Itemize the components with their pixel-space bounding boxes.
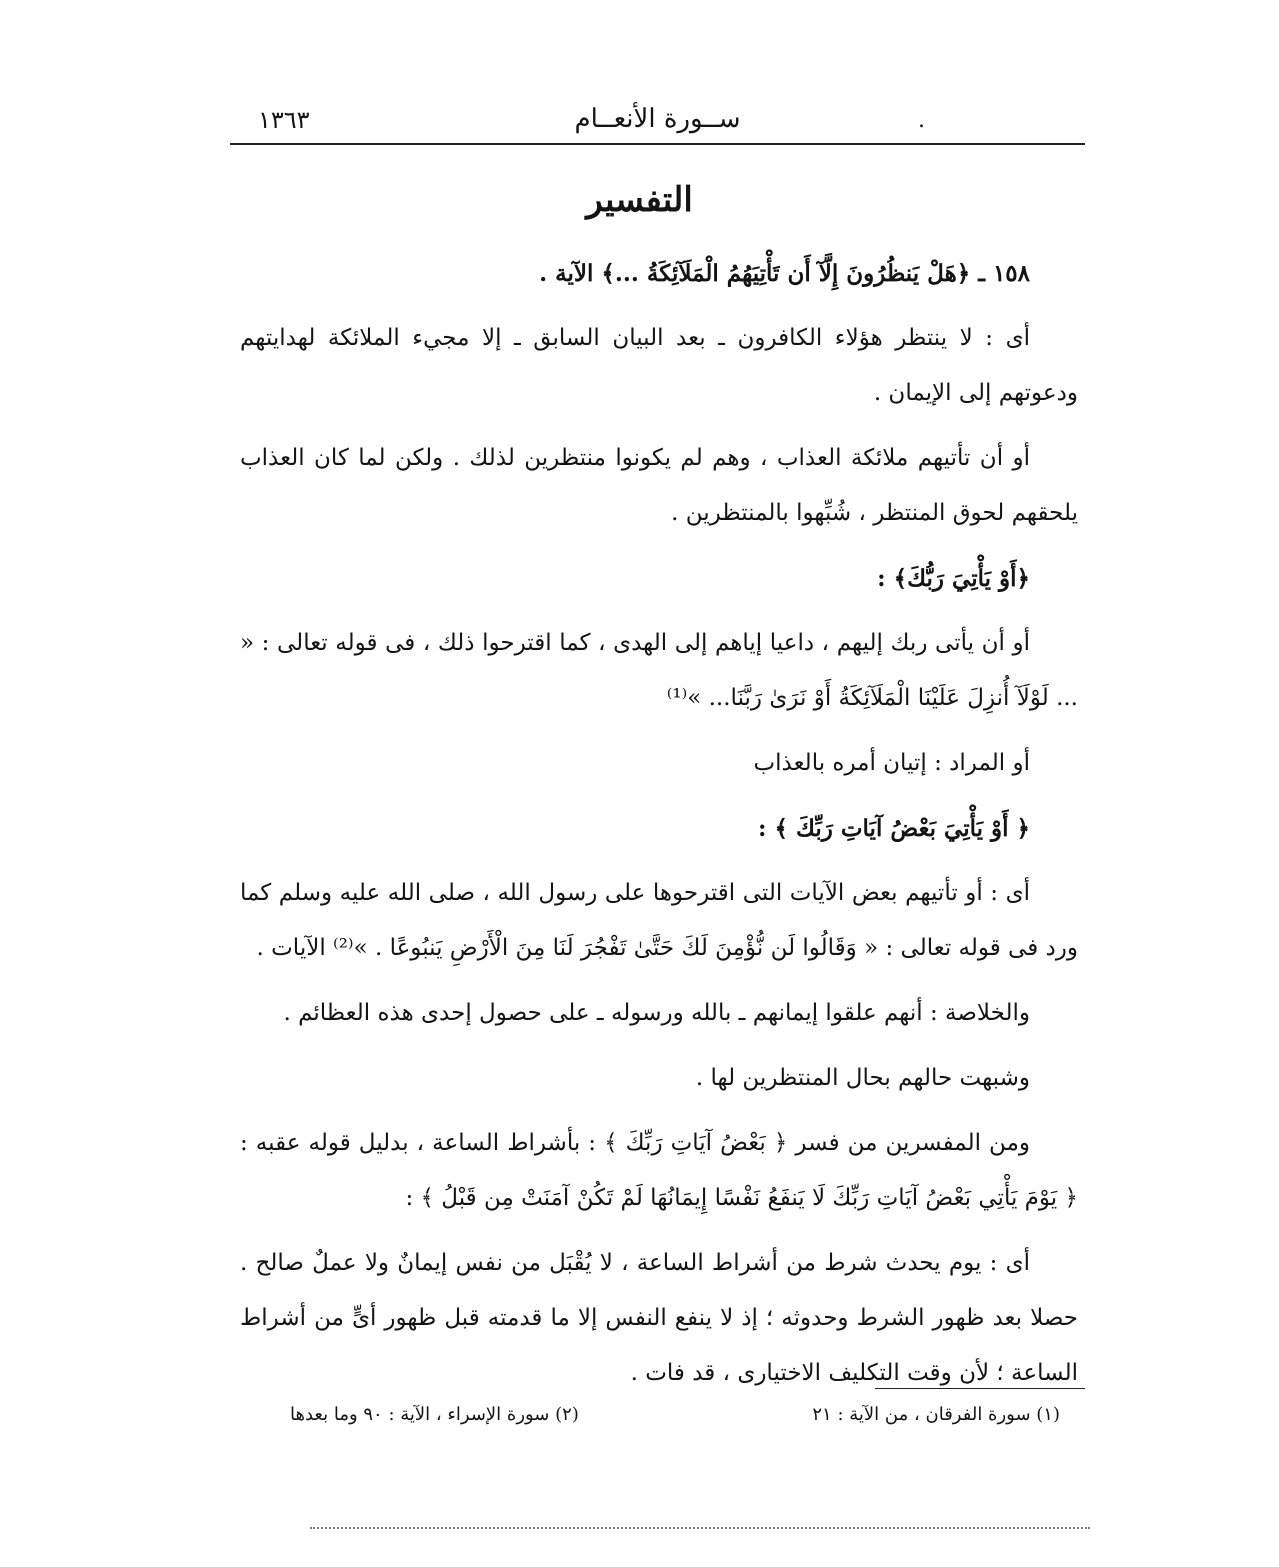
- paragraph: أو المراد : إتيان أمره بالعذاب: [753, 750, 1030, 776]
- paragraph: ومن المفسرين من فسر ﴿ بَعْضُ آيَاتِ رَبِّكَ ﴾ : بأشراط الساعة ، بدليل قوله عقبه : ﴿ يَوْمَ يَأْتِي بَعْضُ آيَاتِ رَبِّكَ لَا يَنفَعُ نَفْسًا إِيمَانُهَا لَمْ تَكُنْ آمَنَتْ مِن قَبْلُ ﴾ :: [240, 1130, 1078, 1211]
- verse-heading-158: ١٥٨ ـ ﴿هَلْ يَنظُرُونَ إِلَّآ أَن تَأْتِيَهُمُ الْمَلَآئِكَةُ ...﴾ الآية .: [539, 260, 1030, 287]
- header-dot: .: [918, 108, 925, 133]
- paragraph: أى : أو تأتيهم بعض الآيات التى اقترحوها على رسول الله ، صلى الله عليه وسلم كما ورد فى قوله تعالى : « وَقَالُوا لَن نُّؤْمِنَ لَكَ حَتَّىٰ تَفْجُرَ لَنَا مِنَ الْأَرْضِ يَنبُوعًا . »⁽²⁾ الآيات .: [240, 880, 1078, 961]
- footnotes: [290, 1404, 1060, 1434]
- paragraph: أو أن تأتيهم ملائكة العذاب ، وهم لم يكونوا منتظرين لذلك . ولكن لما كان العذاب يلحقهم لحوق المنتظر ، شُبِّهوا بالمنتظرين .: [240, 445, 1078, 526]
- header-rule: [230, 143, 1085, 145]
- page-number: ١٣٦٣: [258, 106, 310, 134]
- paragraph: أو أن يأتى ربك إليهم ، داعيا إياهم إلى الهدى ، كما اقترحوا ذلك ، فى قوله تعالى : « ... لَوْلَآ أُنزِلَ عَلَيْنَا الْمَلَآئِكَةُ أَوْ نَرَىٰ رَبَّنَا... »⁽¹⁾: [240, 630, 1078, 711]
- section-title: التفسير: [586, 180, 693, 220]
- paragraph: والخلاصة : أنهم علقوا إيمانهم ـ بالله ورسوله ـ على حصول إحدى هذه العظائم .: [283, 1000, 1030, 1026]
- footnote-1: (١) سورة الفرقان ، من الآية : ٢١: [812, 1404, 1060, 1425]
- paragraph: أى : لا ينتظر هؤلاء الكافرون ـ بعد البيان السابق ـ إلا مجيء الملائكة لهدايتهم ودعوتهم إلى الإيمان .: [240, 325, 1078, 406]
- paragraph: وشبهت حالهم بحال المنتظرين لها .: [695, 1065, 1030, 1091]
- running-header: [230, 100, 1085, 144]
- paragraph: أى : يوم يحدث شرط من أشراط الساعة ، لا يُقْبَل من نفس إيمانٌ ولا عملٌ صالح . حصلا بعد ظهور الشرط وحدوثه ؛ إذ لا ينفع النفس إلا ما قدمته قبل ظهور أىٍّ من أشراط الساعة ؛ لأن وقت التكليف الاختيارى ، قد فات .: [240, 1250, 1078, 1386]
- surah-title: ســورة الأنعــام: [574, 104, 741, 134]
- footnote-2: (٢) سورة الإسراء ، الآية : ٩٠ وما بعدها: [290, 1404, 579, 1425]
- verse-quote: ﴿أَوْ يَأْتِيَ رَبُّكَ﴾ :: [877, 565, 1030, 592]
- commentary-body: [240, 246, 1078, 1411]
- footnote-rule: [875, 1388, 1085, 1389]
- bottom-dotted-rule: [310, 1527, 1090, 1529]
- verse-quote: ﴿ أَوْ يَأْتِيَ بَعْضُ آيَاتِ رَبِّكَ ﴾ :: [758, 815, 1030, 842]
